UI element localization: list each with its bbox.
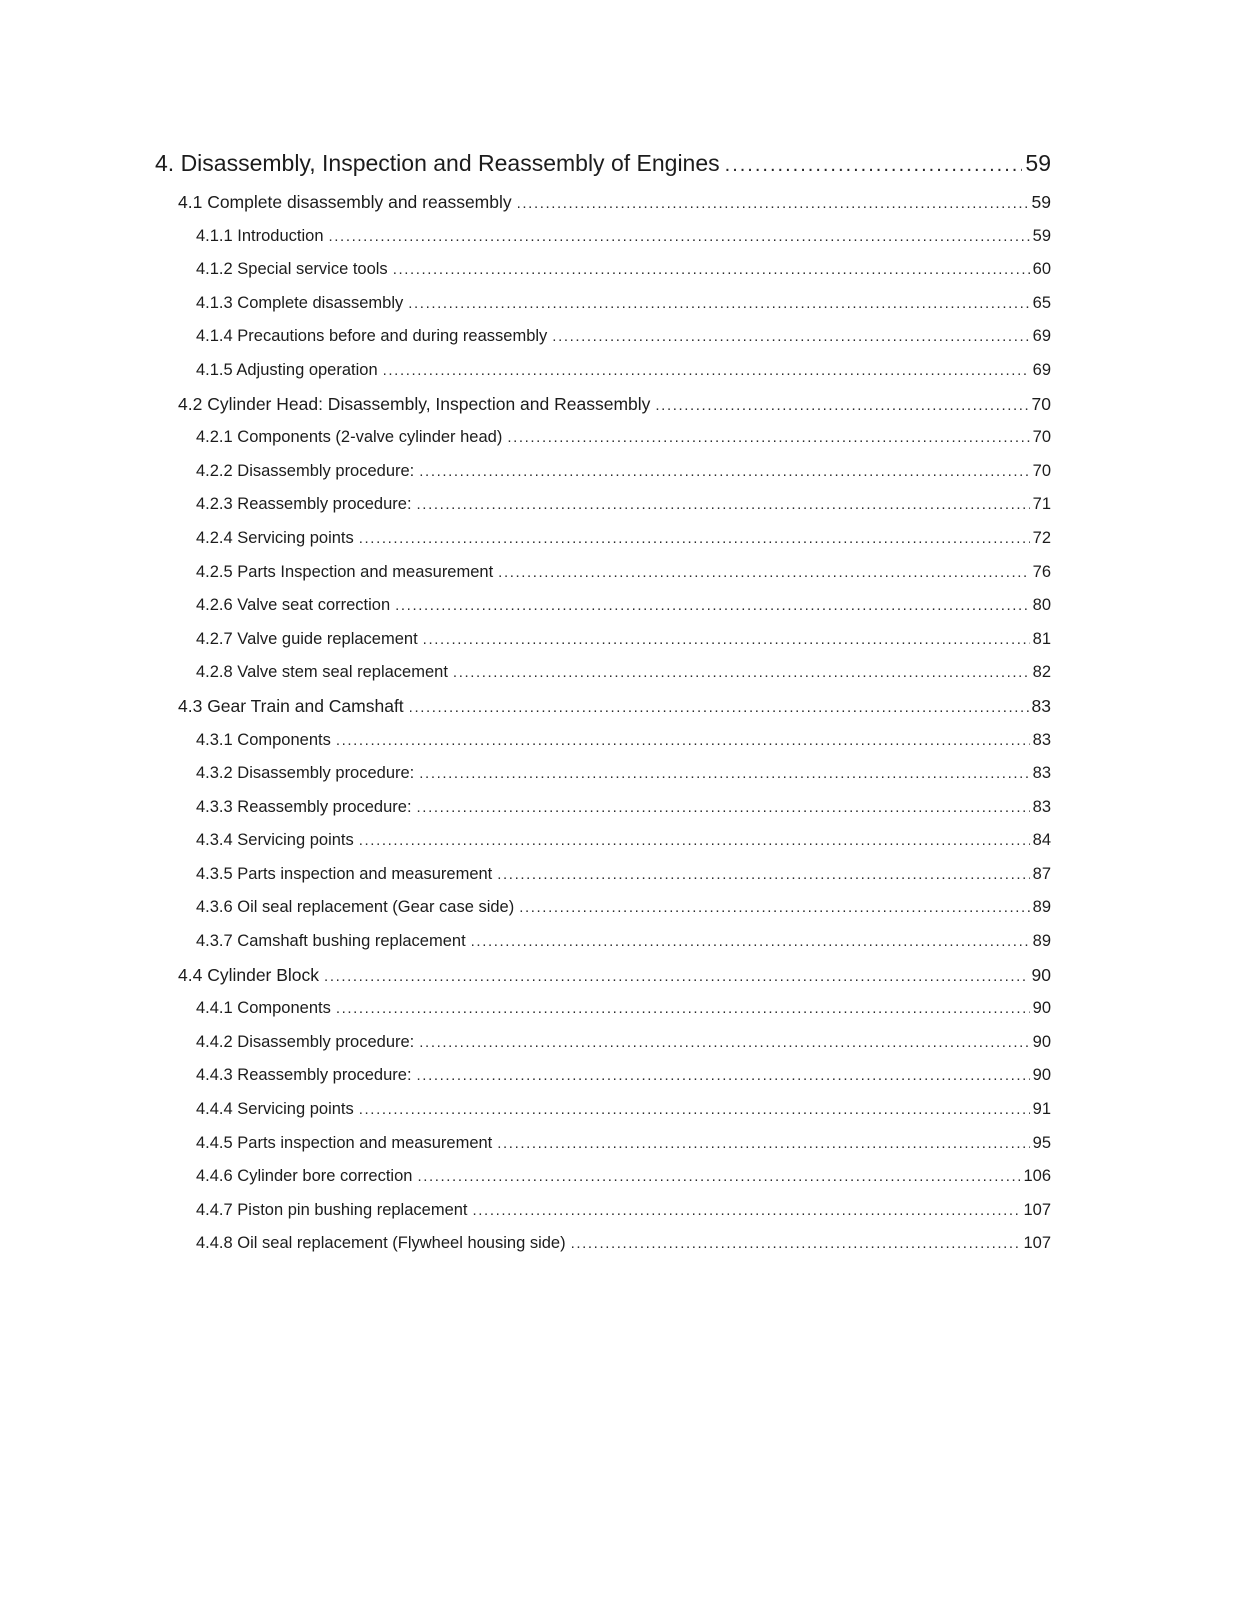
toc-entry-level-0[interactable] [155,140,1051,186]
toc-entry-level-2[interactable] [155,589,1051,623]
toc-entry-level-2[interactable] [155,824,1051,858]
toc-entry-title: 4. Disassembly, Inspection and Reassembly of Engines [155,150,720,176]
toc-entry-page: 70 [1032,461,1051,480]
toc-dot-leader [395,589,1030,623]
toc-entry-title: 4.4.1 Components [196,999,331,1018]
toc-entry-level-2[interactable] [155,253,1051,287]
toc-dot-leader [519,891,1029,925]
toc-dot-leader [336,992,1030,1026]
toc-dot-leader [517,187,1029,221]
toc-entry-page: 69 [1032,360,1051,379]
toc-entry-page: 70 [1032,428,1051,447]
toc-entry-level-2[interactable] [155,455,1051,489]
toc-entry-level-2[interactable] [155,791,1051,825]
toc-entry-title: 4.1.5 Adjusting operation [196,360,378,379]
toc-entry-page: 71 [1032,495,1051,514]
toc-entry-level-2[interactable] [155,354,1051,388]
toc-entry-page: 70 [1031,393,1051,414]
toc-entry-level-2[interactable] [155,891,1051,925]
toc-entry-page: 107 [1023,1234,1051,1253]
toc-entry-title: 4.4.5 Parts inspection and measurement [196,1133,493,1152]
toc-entry-level-2[interactable] [155,1093,1051,1127]
toc-dot-leader [419,1026,1029,1060]
toc-entry-page: 69 [1032,327,1051,346]
toc-entry-page: 81 [1032,629,1051,648]
toc-entry-level-2[interactable] [155,220,1051,254]
toc-entry-title: 4.2.3 Reassembly procedure: [196,495,412,514]
toc-entry-level-2[interactable] [155,1160,1051,1194]
toc-dot-leader [417,1059,1030,1093]
toc-entry-title: 4.2 Cylinder Head: Disassembly, Inspection and Reassembly [178,393,651,414]
toc-entry-title: 4.4.8 Oil seal replacement (Flywheel housing side) [196,1234,566,1253]
toc-dot-leader [336,724,1030,758]
toc-entry-title: 4.1.2 Special service tools [196,260,388,279]
toc-entry-title: 4.4.3 Reassembly procedure: [196,1066,412,1085]
toc-dot-leader [409,691,1029,725]
toc-entry-title: 4.2.6 Valve seat correction [196,596,391,615]
toc-entry-level-2[interactable] [155,488,1051,522]
toc-entry-page: 72 [1032,528,1051,547]
toc-entry-page: 90 [1031,964,1051,985]
toc-entry-level-2[interactable] [155,287,1051,321]
toc-entry-title: 4.2.7 Valve guide replacement [196,629,418,648]
toc-entry-page: 83 [1032,797,1051,816]
toc-entry-title: 4.1.4 Precautions before and during reassembly [196,327,548,346]
toc-entry-title: 4.3 Gear Train and Camshaft [178,695,404,716]
toc-dot-leader [423,623,1030,657]
toc-entry-title: 4.4.2 Disassembly procedure: [196,1032,415,1051]
toc-dot-leader [417,791,1030,825]
toc-entry-page: 89 [1032,898,1051,917]
toc-entry-level-2[interactable] [155,556,1051,590]
toc-entry-title: 4.4.6 Cylinder bore correction [196,1167,413,1186]
toc-entry-level-1[interactable] [155,186,1051,220]
toc-dot-leader [419,757,1029,791]
toc-dot-leader [419,455,1029,489]
toc-entry-title: 4.3.6 Oil seal replacement (Gear case side) [196,898,515,917]
toc-dot-leader [453,656,1030,690]
toc-entry-page: 87 [1032,864,1051,883]
toc-dot-leader [417,1160,1020,1194]
toc-entry-page: 59 [1032,226,1051,245]
toc-entry-page: 76 [1032,562,1051,581]
toc-dot-leader [571,1227,1021,1261]
toc-entry-title: 4.3.3 Reassembly procedure: [196,797,412,816]
toc-entry-title: 4.3.4 Servicing points [196,831,354,850]
toc-entry-page: 107 [1023,1200,1051,1219]
toc-entry-page: 90 [1032,1066,1051,1085]
toc-entry-title: 4.1 Complete disassembly and reassembly [178,192,512,212]
toc-entry-title: 4.3.5 Parts inspection and measurement [196,864,493,883]
toc-entry-level-2[interactable] [155,1026,1051,1060]
toc-entry-level-2[interactable] [155,1227,1051,1261]
toc-entry-page: 80 [1032,596,1051,615]
toc-entry-title: 4.3.2 Disassembly procedure: [196,764,415,783]
toc-entry-page: 106 [1023,1167,1051,1186]
toc-dot-leader [498,556,1029,590]
toc-dot-leader [324,960,1028,994]
toc-entry-page: 59 [1025,150,1051,176]
toc-entry-level-1[interactable] [155,959,1051,993]
toc-dot-leader [408,287,1029,321]
toc-entry-title: 4.2.2 Disassembly procedure: [196,461,415,480]
toc-entry-page: 59 [1031,192,1051,212]
toc-entry-page: 90 [1032,1032,1051,1051]
toc-entry-level-2[interactable] [155,925,1051,959]
toc-entry-page: 82 [1032,663,1051,682]
toc-dot-leader [507,421,1029,455]
toc-dot-leader [473,1194,1021,1228]
toc-entry-title: 4.4.7 Piston pin bushing replacement [196,1200,468,1219]
toc-entry-title: 4.2.4 Servicing points [196,528,354,547]
toc-entry-level-2[interactable] [155,522,1051,556]
toc-entry-page: 84 [1032,831,1051,850]
toc-entry-title: 4.2.1 Components (2-valve cylinder head) [196,428,503,447]
toc-entry-title: 4.1.3 Complete disassembly [196,293,404,312]
toc-entry-page: 65 [1032,293,1051,312]
toc-dot-leader [471,925,1030,959]
toc-dot-leader [552,320,1029,354]
toc-entry-page: 90 [1032,999,1051,1018]
toc-entry-level-2[interactable] [155,421,1051,455]
toc-dot-leader [393,253,1030,287]
toc-dot-leader [497,858,1029,892]
toc-entry-title: 4.3.1 Components [196,730,331,749]
toc-dot-leader [359,1093,1030,1127]
toc-entry-title: 4.1.1 Introduction [196,226,324,245]
toc-entry-title: 4.2.8 Valve stem seal replacement [196,663,448,682]
toc-dot-leader [329,220,1030,254]
toc-entry-level-2[interactable] [155,623,1051,657]
toc-entry-level-2[interactable] [155,1194,1051,1228]
toc-entry-level-2[interactable] [155,992,1051,1026]
toc-entry-title: 4.4.4 Servicing points [196,1100,354,1119]
toc-entry-title: 4.2.5 Parts Inspection and measurement [196,562,494,581]
toc-entry-page: 83 [1031,695,1051,716]
toc-entry-level-1[interactable] [155,690,1051,724]
toc-entry-level-2[interactable] [155,320,1051,354]
toc-entry-page: 89 [1032,932,1051,951]
toc-entry-level-2[interactable] [155,858,1051,892]
toc-entry-level-1[interactable] [155,388,1051,422]
toc-entry-level-2[interactable] [155,656,1051,690]
toc-entry-page: 95 [1032,1133,1051,1152]
toc-entry-title: 4.3.7 Camshaft bushing replacement [196,932,466,951]
toc-entry-page: 83 [1032,764,1051,783]
toc-entry-page: 60 [1032,260,1051,279]
toc-entry-level-2[interactable] [155,1059,1051,1093]
toc-entry-level-2[interactable] [155,1127,1051,1161]
toc-entry-page: 91 [1032,1100,1051,1119]
toc-dot-leader [383,354,1030,388]
toc-dot-leader [359,522,1030,556]
toc-entry-level-2[interactable] [155,757,1051,791]
table-of-contents [155,140,1051,1261]
toc-entry-title: 4.4 Cylinder Block [178,964,320,985]
toc-entry-page: 83 [1032,730,1051,749]
toc-entry-level-2[interactable] [155,724,1051,758]
toc-dot-leader [655,389,1028,423]
toc-dot-leader [725,142,1023,188]
toc-dot-leader [497,1127,1029,1161]
toc-dot-leader [417,488,1030,522]
toc-dot-leader [359,824,1030,858]
